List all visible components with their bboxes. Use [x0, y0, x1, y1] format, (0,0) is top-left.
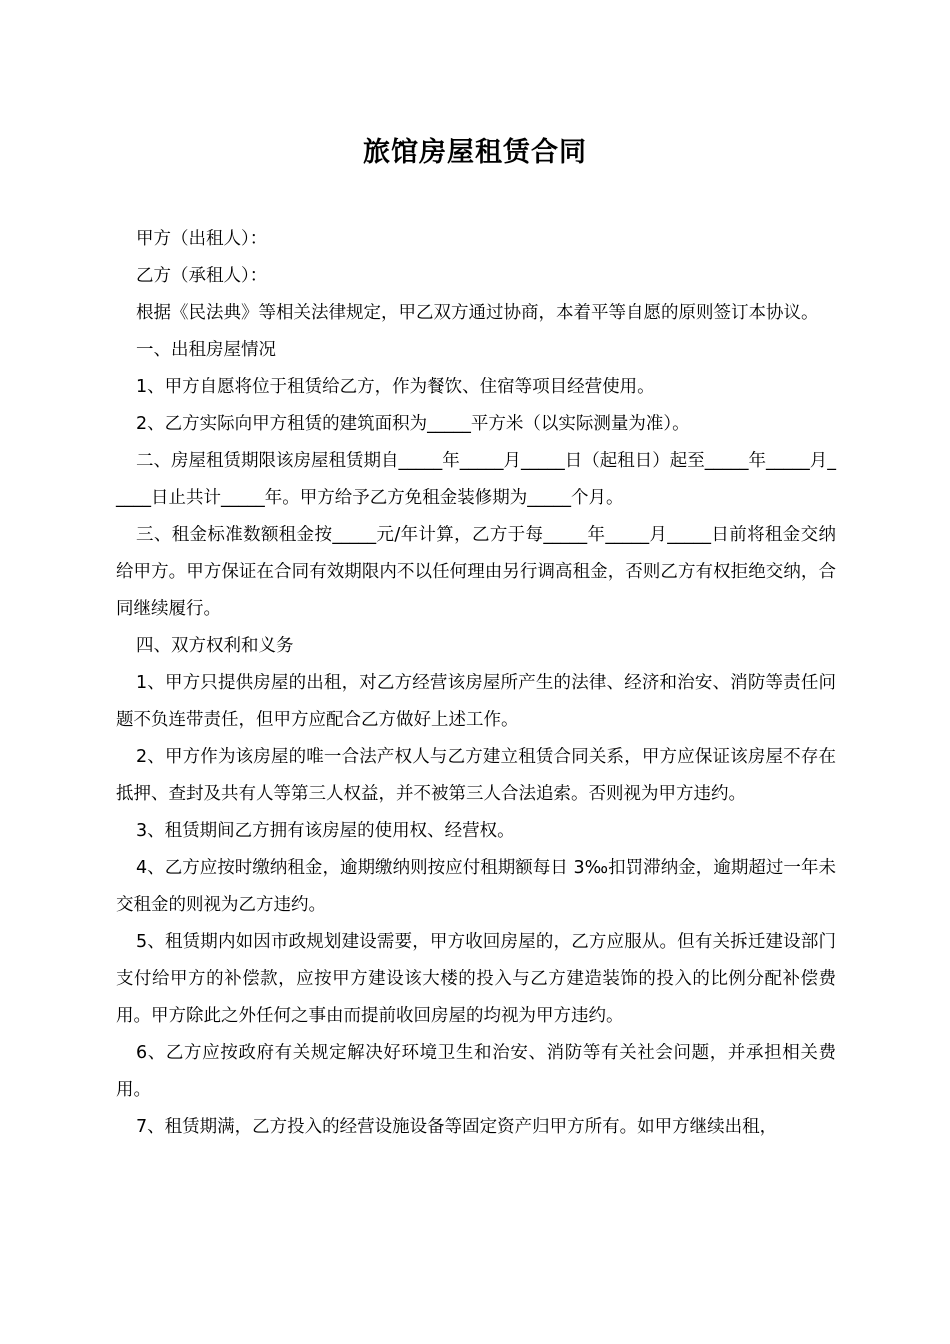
section-2-lease-term: 二、房屋租赁期限该房屋租赁期自_____年_____月_____日（起租日）起至_____年_____月_____日止共计_____年。甲方给予乙方免租金装修期为_____个月。 [116, 451, 836, 508]
contract-body [116, 221, 836, 1146]
clause-4-6: 6、乙方应按政府有关规定解决好环境卫生和治安、消防等有关社会问题，并承担相关费用。 [116, 1043, 836, 1100]
clause-4-7: 7、租赁期满，乙方投入的经营设施设备等固定资产归甲方所有。如甲方继续出租， [136, 1117, 778, 1137]
clause-1-2: 2、乙方实际向甲方租赁的建筑面积为_____平方米（以实际测量为准）。 [136, 414, 690, 434]
section-3-rent: 三、租金标准数额租金按_____元/年计算，乙方于每_____年_____月_____日前将租金交纳给甲方。甲方保证在合同有效期限内不以任何理由另行调高租金，否则乙方有权拒绝交纳，合同继续履行。 [116, 525, 836, 619]
clause-4-2: 2、甲方作为该房屋的唯一合法产权人与乙方建立租赁合同关系，甲方应保证该房屋不存在抵押、查封及共有人等第三人权益，并不被第三人合法追索。否则视为甲方违约。 [116, 747, 836, 804]
clause-1-1: 1、甲方自愿将位于租赁给乙方，作为餐饮、住宿等项目经营使用。 [136, 377, 655, 397]
party-b-line: 乙方（承租人）： [136, 266, 268, 286]
party-a-line: 甲方（出租人）： [136, 229, 268, 249]
section-heading-1: 一、出租房屋情况 [136, 340, 276, 360]
clause-4-1: 1、甲方只提供房屋的出租，对乙方经营该房屋所产生的法律、经济和治安、消防等责任问题不负连带责任，但甲方应配合乙方做好上述工作。 [116, 673, 836, 730]
section-heading-4: 四、双方权利和义务 [136, 636, 294, 656]
document-title: 旅馆房屋租赁合同 [363, 137, 587, 168]
clause-4-3: 3、租赁期间乙方拥有该房屋的使用权、经营权。 [136, 821, 515, 841]
clause-4-5: 5、租赁期内如因市政规划建设需要，甲方收回房屋的，乙方应服从。但有关拆迁建设部门支付给甲方的补偿款，应按甲方建设该大楼的投入与乙方建造装饰的投入的比例分配补偿费用。甲方除此之外任何之事由而提前收回房屋的均视为甲方违约。 [116, 932, 836, 1026]
clause-4-4: 4、乙方应按时缴纳租金，逾期缴纳则按应付租期额每日 3‰扣罚滞纳金，逾期超过一年未交租金的则视为乙方违约。 [116, 858, 836, 915]
preamble-paragraph: 根据《民法典》等相关法律规定，甲乙双方通过协商，本着平等自愿的原则签订本协议。 [136, 303, 819, 323]
